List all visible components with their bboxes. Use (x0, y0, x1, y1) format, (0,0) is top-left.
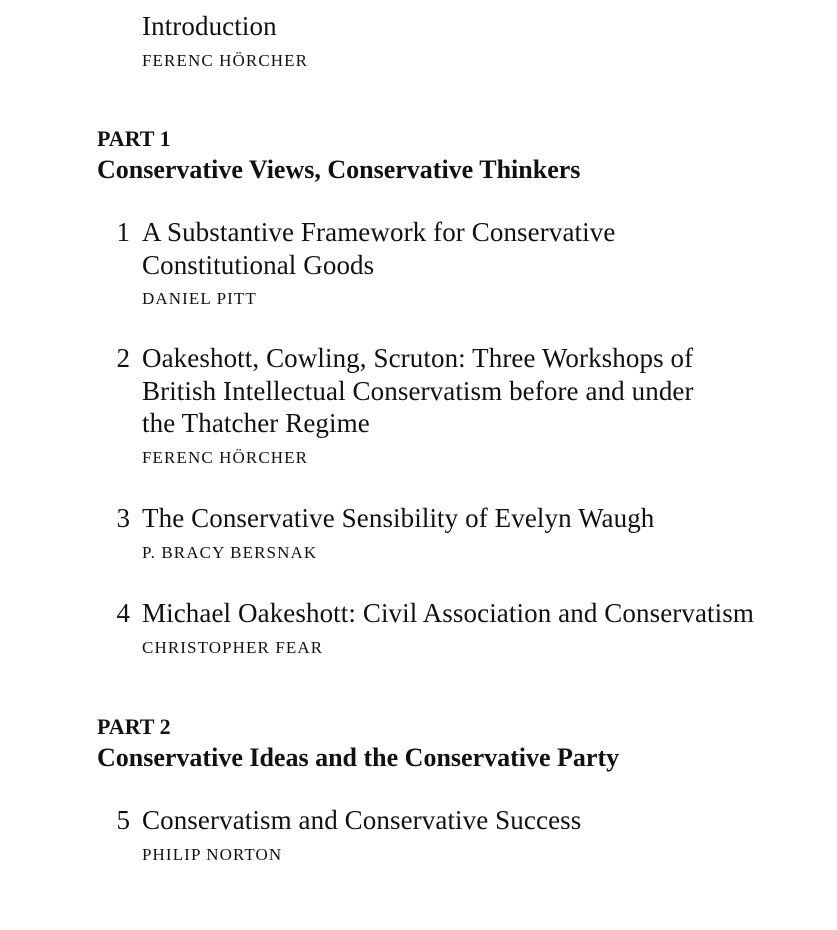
entry-title (142, 502, 812, 535)
title-line: The Conservative Sensibility of Evelyn Waugh (142, 503, 655, 533)
chapter-number: 2 (116, 343, 130, 373)
title-line: A Substantive Framework for Conservative (142, 217, 616, 247)
title-line: British Intellectual Conservatism before and under (142, 375, 694, 406)
toc-entry-introduction[interactable] (142, 10, 812, 71)
title-line: Constitutional Goods (142, 249, 375, 280)
toc-entry-chapter-1[interactable] (116, 216, 812, 309)
chapter-number: 3 (116, 503, 130, 533)
part-title: Conservative Views, Conservative Thinkers (97, 155, 581, 184)
part-2-heading (97, 714, 817, 774)
entry-title (142, 804, 812, 837)
entry-author: FERENC HÖRCHER (142, 50, 309, 70)
entry-author: PHILIP NORTON (142, 844, 283, 864)
chapter-number: 4 (116, 598, 130, 628)
entry-title (142, 597, 812, 630)
part-title: Conservative Ideas and the Conservative Party (97, 743, 620, 772)
part-label: PART 1 (97, 126, 171, 151)
toc-entry-chapter-3[interactable] (116, 502, 812, 563)
chapter-number: 5 (116, 805, 130, 835)
title-line: Conservatism and Conservative Success (142, 805, 582, 835)
title-line: Michael Oakeshott: Civil Association and Conservatism (142, 598, 754, 628)
entry-author: CHRISTOPHER FEAR (142, 637, 324, 657)
toc-entry-chapter-5[interactable] (116, 804, 812, 865)
toc-entry-chapter-2[interactable] (116, 342, 812, 468)
title-line: the Thatcher Regime (142, 408, 370, 438)
entry-title: Introduction (142, 11, 277, 41)
entry-author: P. BRACY BERSNAK (142, 542, 318, 562)
entry-title (142, 216, 812, 281)
part-label: PART 2 (97, 714, 171, 739)
part-1-heading (97, 126, 817, 186)
entry-author: DANIEL PITT (142, 289, 257, 308)
title-line: Oakeshott, Cowling, Scruton: Three Workshops of (142, 343, 694, 373)
chapter-number: 1 (116, 217, 130, 247)
entry-title (142, 342, 812, 440)
toc-entry-chapter-4[interactable] (116, 597, 812, 658)
entry-author: FERENC HÖRCHER (142, 447, 309, 467)
